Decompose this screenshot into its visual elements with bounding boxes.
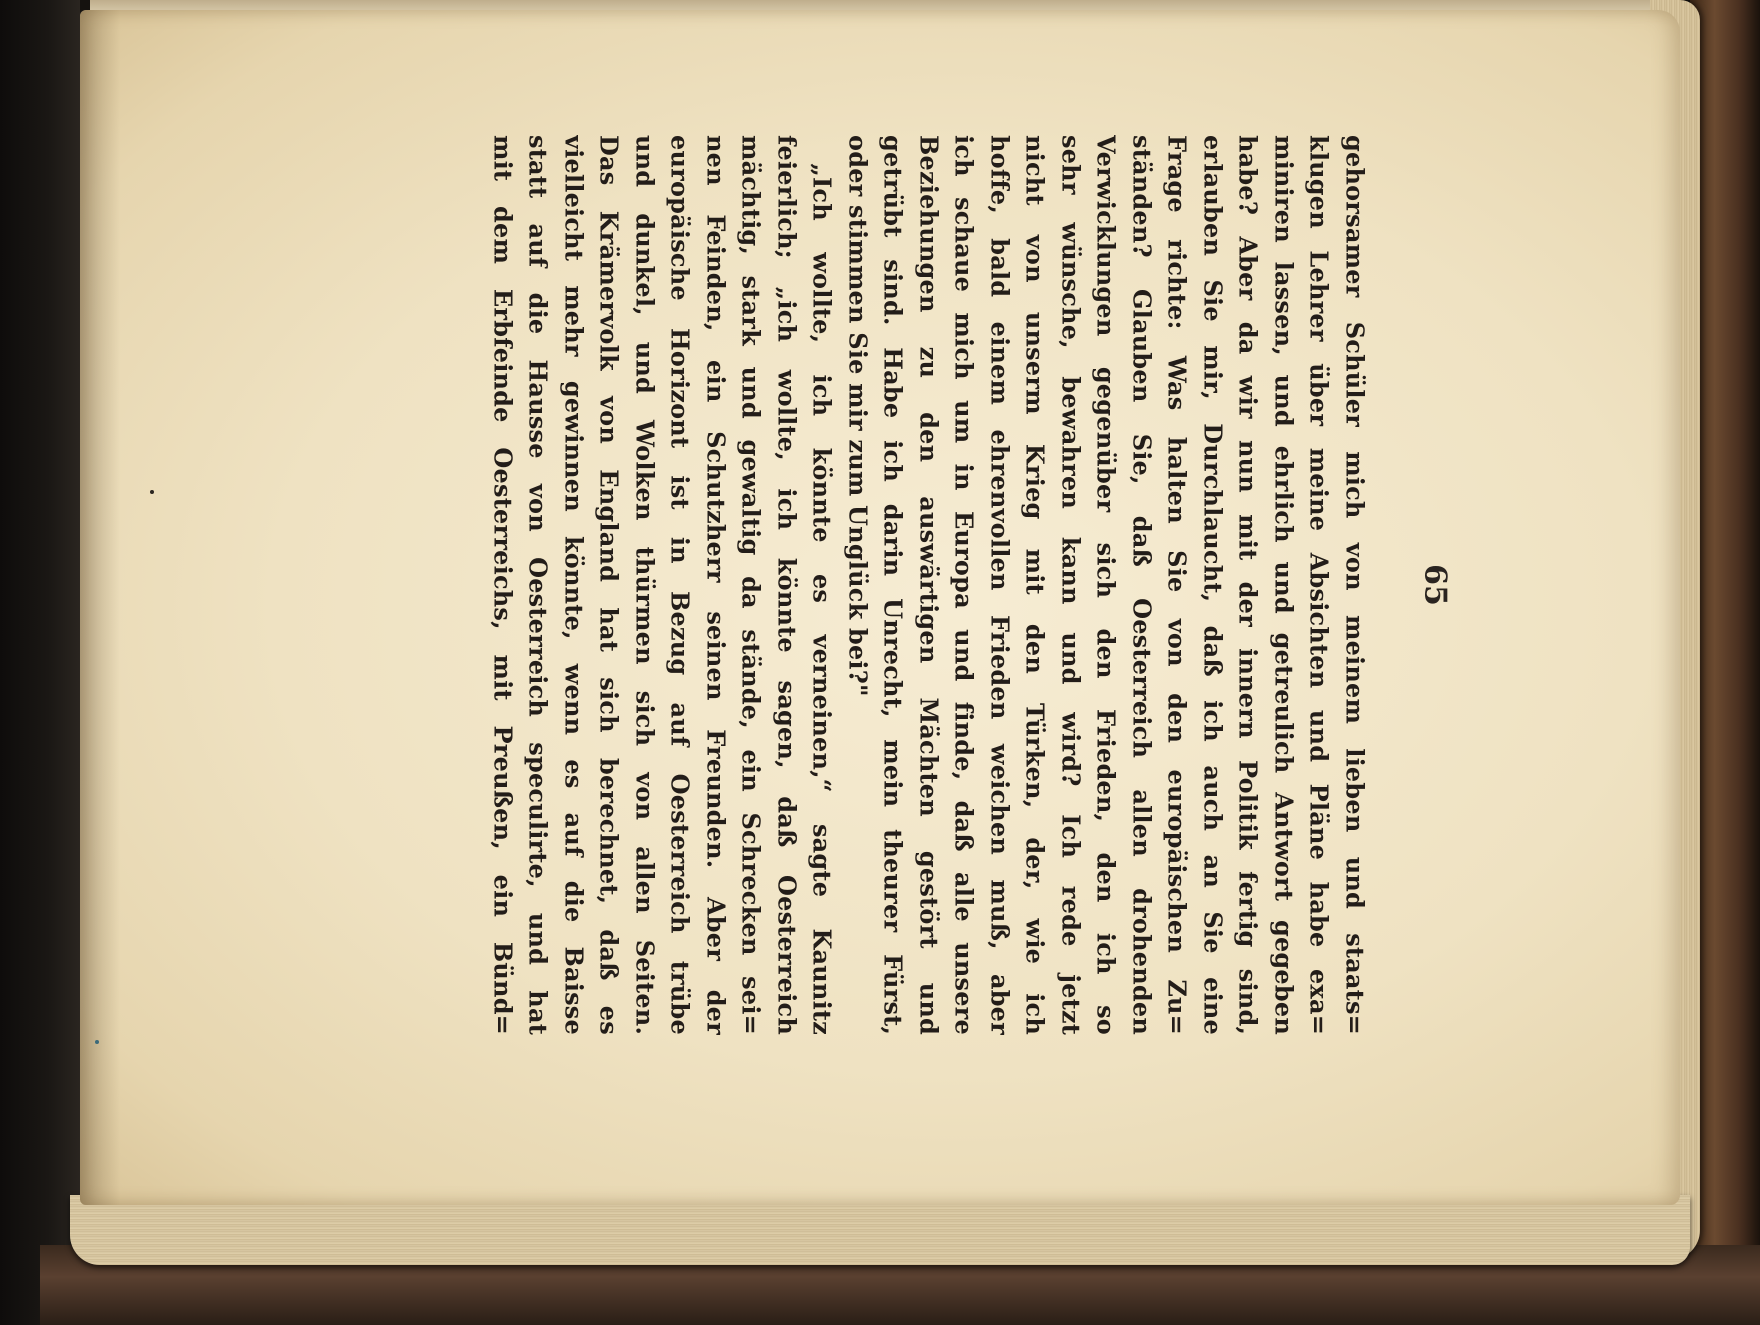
text-line: oder stimmen Sie mir zum Unglück bei?" <box>843 135 872 697</box>
text-line: ständen? Glauben Sie, daß Oesterreich allen drohenden <box>1127 135 1156 1035</box>
text-line: Frage richte: Was halten Sie von den europäischen Zu= <box>1162 135 1192 1035</box>
text-line: nen Feinden, ein Schutzherr seinen Freunden. Aber der <box>701 135 730 1035</box>
page-gutter <box>80 10 120 1205</box>
text-line: sehr wünsche, bewahren kann und wird? Ich rede jetzt <box>1056 135 1085 1035</box>
text-line: Das Krämervolk von England hat sich berechnet, daß es <box>594 135 624 1035</box>
text-line: mächtig, stark und gewaltig da stände, ein Schrecken sei= <box>736 135 766 1035</box>
text-line: habe? Aber da wir nun mit der innern Politik fertig sind, <box>1233 135 1263 1035</box>
text-line: erlauben Sie mir, Durchlaucht, daß ich auch an Sie eine <box>1198 135 1227 1035</box>
text-line: feierlich; „ich wollte, ich könnte sagen, daß Oesterreich <box>772 135 801 1035</box>
text-line: gehorsamer Schüler mich von meinem lieben und staats= <box>1340 135 1369 1035</box>
text-line: statt auf die Hausse von Oesterreich speculirte, und hat <box>523 135 553 1035</box>
text-line: „Ich wollte, ich könnte es verneinen,“ sagte Kaunitz <box>807 163 837 1035</box>
page-number: 65 <box>1417 564 1452 606</box>
text-line: ich schaue mich um in Europa und finde, daß alle unsere <box>949 135 979 1035</box>
text-line: und dunkel, und Wolken thürmen sich von allen Seiten. <box>630 135 659 1035</box>
text-line: nicht von unserm Krieg mit den Türken, der, wie ich <box>1020 135 1050 1035</box>
text-line: vielleicht mehr gewinnen könnte, wenn es auf die Baisse <box>559 135 588 1035</box>
text-line: getrübt sind. Habe ich darin Unrecht, mein theurer Fürst, <box>878 135 908 1035</box>
text-line: Verwicklungen gegenüber sich den Frieden, den ich so <box>1091 135 1121 1035</box>
page-text-frame <box>425 135 1460 1035</box>
book-page <box>80 10 1680 1205</box>
page-edges-bottom <box>70 1195 1690 1265</box>
text-line: miniren lassen, und ehrlich und getreulich Antwort gegeben <box>1269 135 1298 1035</box>
rotated-text-block <box>425 135 1460 1035</box>
text-line: hoffe, bald einem ehrenvollen Frieden weichen muß, aber <box>985 135 1014 1035</box>
paper-speck <box>150 490 154 494</box>
text-line: klugen Lehrer über meine Absichten und Pläne habe exa= <box>1304 135 1334 1035</box>
paper-speck <box>95 1040 99 1044</box>
text-line: Beziehungen zu den auswärtigen Mächten gestört und <box>914 135 943 1035</box>
text-line: europäische Horizont ist in Bezug auf Oesterreich trübe <box>665 135 695 1035</box>
book-cover-right <box>1690 0 1760 1325</box>
book-cover-left <box>0 0 80 1325</box>
text-lines <box>485 135 1373 1035</box>
text-line: mit dem Erbfeinde Oesterreichs, mit Preußen, ein Bünd= <box>488 135 517 1035</box>
